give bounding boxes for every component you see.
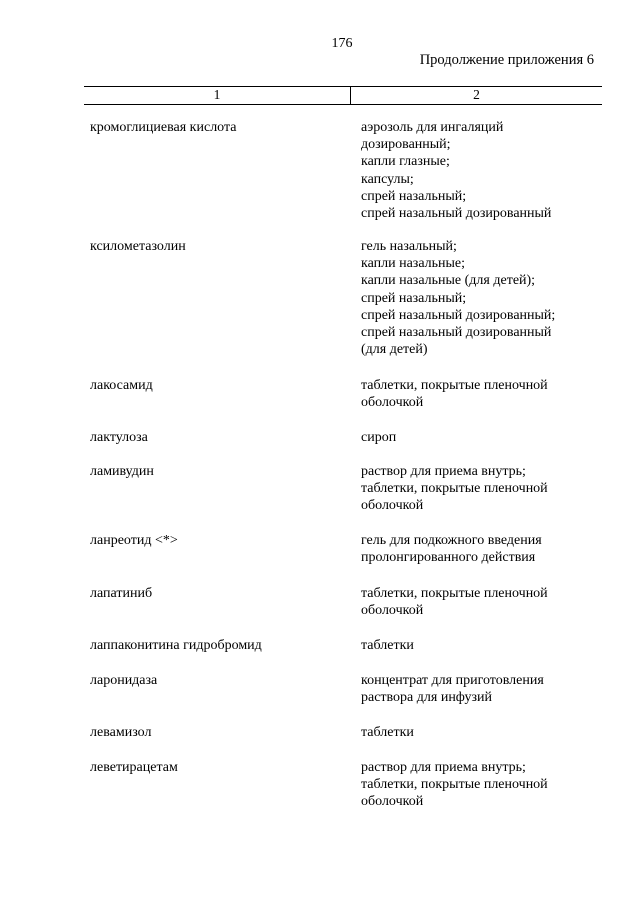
drug-name: лапатиниб	[90, 586, 153, 601]
drug-name: лакосамид	[90, 378, 153, 393]
drug-name: ланреотид <*>	[90, 533, 178, 548]
dosage-forms	[361, 119, 621, 222]
dosage-form-line: гель назальный;	[361, 239, 457, 254]
drug-name: лаппаконитина гидробромид	[90, 638, 262, 653]
dosage-form-line: капли назальные;	[361, 256, 466, 272]
dosage-form-line: оболочкой	[361, 794, 424, 810]
dosage-form-line: оболочкой	[361, 395, 424, 411]
dosage-form-line: раствор для приема внутрь;	[361, 464, 526, 479]
dosage-form-line: аэрозоль для ингаляций	[361, 120, 504, 135]
dosage-form-line: таблетки, покрытые пленочной	[361, 777, 548, 793]
dosage-forms	[361, 637, 621, 654]
drug-name: ламивудин	[90, 464, 154, 479]
dosage-form-line: таблетки, покрытые пленочной	[361, 378, 548, 393]
dosage-forms	[361, 377, 621, 411]
dosage-form-line: спрей назальный дозированный	[361, 206, 552, 222]
dosage-form-line: спрей назальный дозированный;	[361, 307, 556, 323]
column-header-2: 2	[473, 87, 480, 102]
dosage-forms	[361, 724, 621, 741]
dosage-form-line: капли назальные (для детей);	[361, 273, 536, 289]
dosage-form-line: таблетки, покрытые пленочной	[361, 481, 548, 497]
dosage-form-line: спрей назальный дозированный	[361, 325, 552, 341]
dosage-form-line: сироп	[361, 430, 397, 445]
dosage-form-line: капсулы;	[361, 171, 414, 187]
dosage-form-line: раствор для приема внутрь;	[361, 760, 526, 775]
table-header	[84, 86, 602, 105]
dosage-form-line: спрей назальный;	[361, 290, 467, 306]
dosage-form-line: капли глазные;	[361, 154, 450, 170]
dosage-form-line: (для детей)	[361, 342, 428, 358]
dosage-forms	[361, 759, 621, 811]
drug-name: лактулоза	[90, 430, 148, 445]
dosage-forms	[361, 463, 621, 515]
column-header-1: 1	[213, 87, 221, 102]
drug-name: левамизол	[90, 725, 152, 740]
dosage-form-line: таблетки	[361, 638, 414, 653]
page-number: 176	[331, 36, 353, 51]
dosage-form-line: гель для подкожного введения	[361, 533, 542, 548]
dosage-form-line: концентрат для приготовления	[361, 673, 544, 688]
dosage-forms	[361, 672, 621, 706]
dosage-forms	[361, 429, 621, 446]
dosage-forms	[361, 532, 621, 566]
dosage-form-line: дозированный;	[361, 137, 451, 153]
dosage-form-line: спрей назальный;	[361, 188, 467, 204]
continuation-title: Продолжение приложения 6	[419, 52, 594, 68]
dosage-form-line: раствора для инфузий	[361, 690, 493, 706]
dosage-form-line: оболочкой	[361, 603, 424, 619]
drug-name: ларонидаза	[90, 673, 158, 688]
drug-name: кромоглициевая кислота	[90, 120, 237, 135]
dosage-form-line: пролонгированного действия	[361, 550, 536, 566]
dosage-forms	[361, 238, 621, 358]
dosage-forms	[361, 585, 621, 619]
dosage-form-line: оболочкой	[361, 498, 424, 514]
drug-name: леветирацетам	[90, 760, 178, 775]
dosage-form-line: таблетки	[361, 725, 414, 740]
dosage-form-line: таблетки, покрытые пленочной	[361, 586, 548, 601]
drug-name: ксилометазолин	[90, 239, 186, 254]
